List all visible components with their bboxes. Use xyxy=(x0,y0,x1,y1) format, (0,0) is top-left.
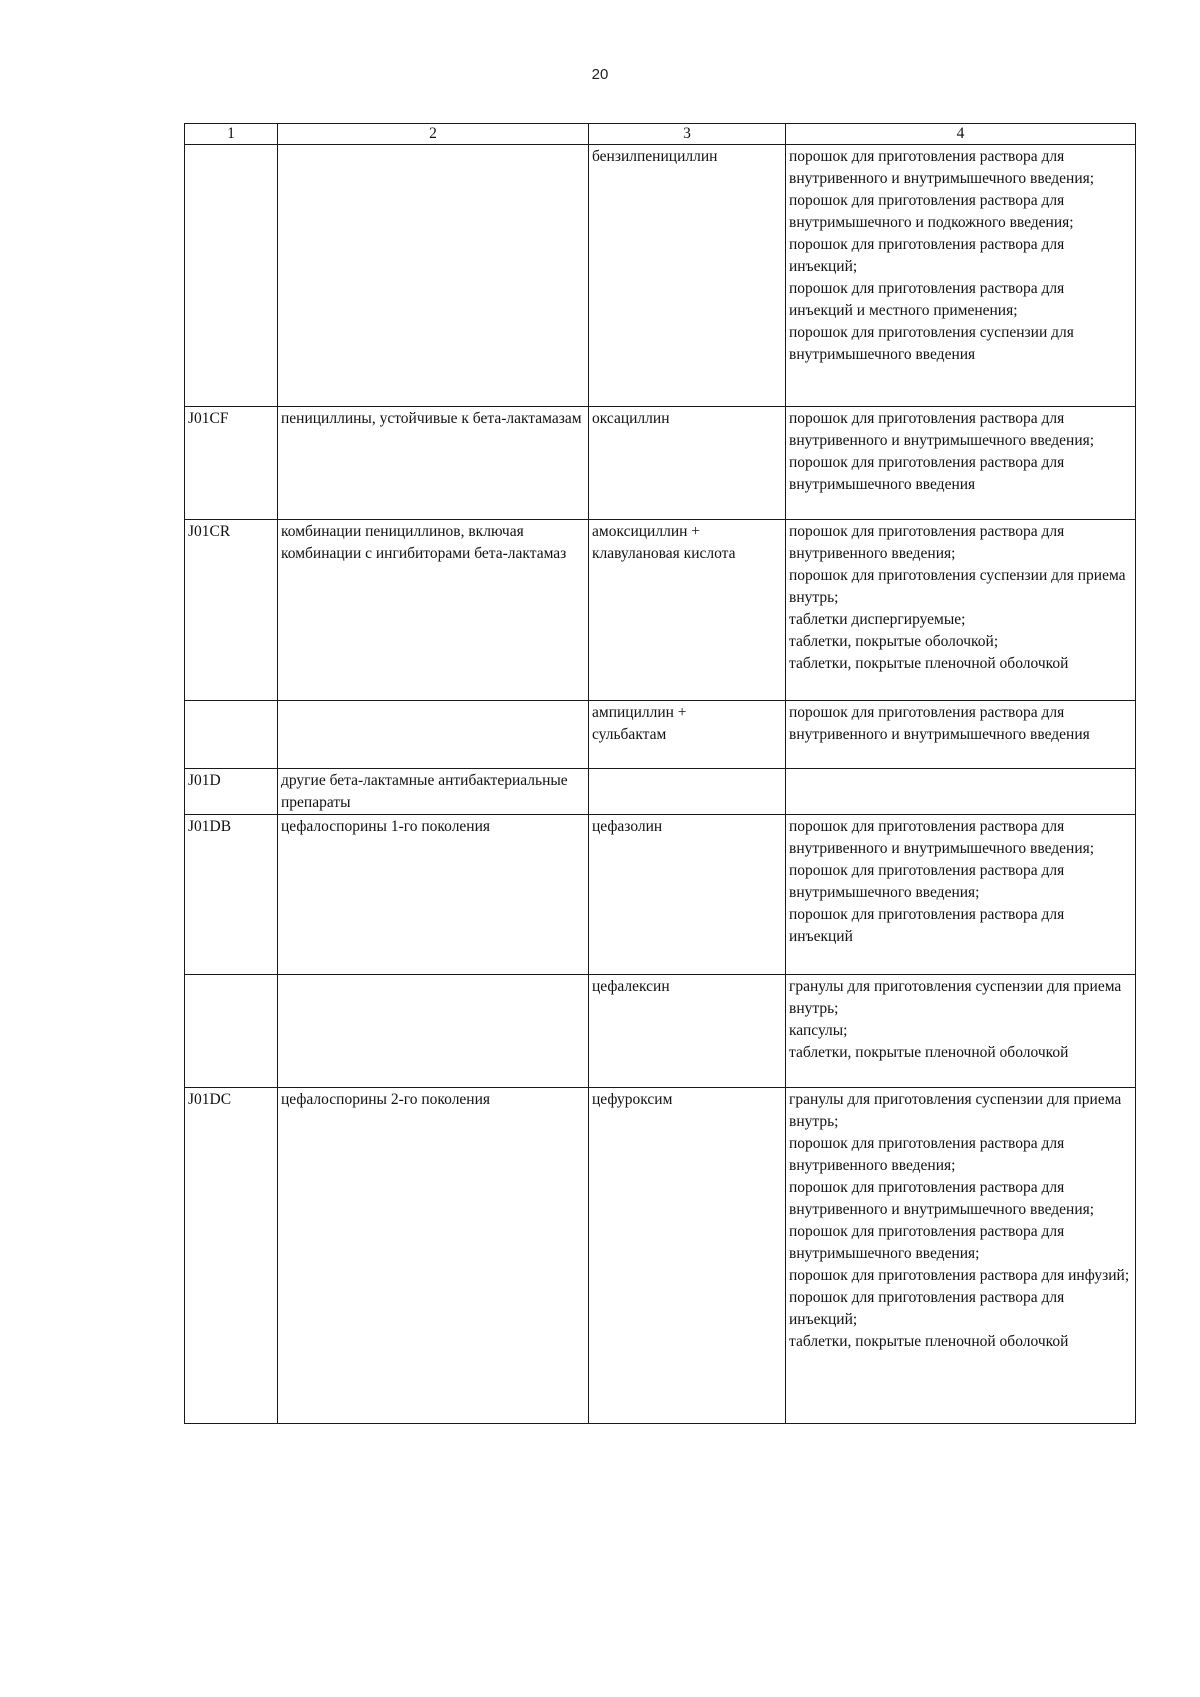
group-name-cell: пенициллины, устойчивые к бета-лактамазам xyxy=(278,407,589,520)
dosage-forms-cell: порошок для приготовления раствора для внутривенного и внутримышечного введения xyxy=(786,701,1136,769)
atc-code-cell xyxy=(185,975,278,1088)
table-row xyxy=(185,145,1136,407)
table-row xyxy=(185,407,1136,520)
dosage-forms-cell: гранулы для приготовления суспензии для приема внутрь; порошок для приготовления раствора для внутривенного введения; порошок для приготовления раствора для внутривенного и внутримышечного введения; порошок для приготовления раствора для внутримышечного введения; порошок для приготовления раствора для инфузий; порошок для приготовления раствора для инъекций; таблетки, покрытые пленочной оболочкой xyxy=(786,1088,1136,1424)
drug-name-cell: цефазолин xyxy=(589,815,786,975)
drug-name-cell xyxy=(589,769,786,815)
table-row xyxy=(185,1088,1136,1424)
dosage-forms-cell: гранулы для приготовления суспензии для приема внутрь; капсулы; таблетки, покрытые пленочной оболочкой xyxy=(786,975,1136,1088)
drug-name-cell: оксациллин xyxy=(589,407,786,520)
drug-name-cell: бензилпенициллин xyxy=(589,145,786,407)
table-row xyxy=(185,815,1136,975)
drug-name-cell: цефалексин xyxy=(589,975,786,1088)
drug-table xyxy=(184,123,1136,1424)
header-col-2: 2 xyxy=(278,124,589,145)
atc-code-cell: J01DB xyxy=(185,815,278,975)
dosage-forms-cell: порошок для приготовления раствора для внутривенного введения; порошок для приготовления суспензии для приема внутрь; таблетки диспергируемые; таблетки, покрытые оболочкой; таблетки, покрытые пленочной оболочкой xyxy=(786,520,1136,701)
group-name-cell: комбинации пенициллинов, включая комбинации с ингибиторами бета-лактамаз xyxy=(278,520,589,701)
dosage-forms-cell xyxy=(786,769,1136,815)
table-row xyxy=(185,701,1136,769)
atc-code-cell: J01CF xyxy=(185,407,278,520)
atc-code-cell: J01CR xyxy=(185,520,278,701)
group-name-cell xyxy=(278,701,589,769)
drug-name-cell: амоксициллин + клавулановая кислота xyxy=(589,520,786,701)
header-col-3: 3 xyxy=(589,124,786,145)
group-name-cell: другие бета-лактамные антибактериальные препараты xyxy=(278,769,589,815)
atc-code-cell xyxy=(185,145,278,407)
dosage-forms-cell: порошок для приготовления раствора для внутривенного и внутримышечного введения; порошок для приготовления раствора для внутримышечного введения xyxy=(786,407,1136,520)
atc-code-cell: J01D xyxy=(185,769,278,815)
header-col-4: 4 xyxy=(786,124,1136,145)
group-name-cell: цефалоспорины 2-го поколения xyxy=(278,1088,589,1424)
table-row xyxy=(185,520,1136,701)
header-col-1: 1 xyxy=(185,124,278,145)
dosage-forms-cell: порошок для приготовления раствора для внутривенного и внутримышечного введения; порошок для приготовления раствора для внутримышечного введения; порошок для приготовления раствора для инъекций xyxy=(786,815,1136,975)
table-row xyxy=(185,975,1136,1088)
group-name-cell xyxy=(278,975,589,1088)
group-name-cell: цефалоспорины 1-го поколения xyxy=(278,815,589,975)
table-row xyxy=(185,769,1136,815)
dosage-forms-cell: порошок для приготовления раствора для внутривенного и внутримышечного введения; порошок для приготовления раствора для внутримышечного и подкожного введения; порошок для приготовления раствора для инъекций; порошок для приготовления раствора для инъекций и местного применения; порошок для приготовления суспензии для внутримышечного введения xyxy=(786,145,1136,407)
group-name-cell xyxy=(278,145,589,407)
atc-code-cell: J01DC xyxy=(185,1088,278,1424)
drug-name-cell: цефуроксим xyxy=(589,1088,786,1424)
drug-name-cell: ампициллин + сульбактам xyxy=(589,701,786,769)
table-header-row xyxy=(185,124,1136,145)
atc-code-cell xyxy=(185,701,278,769)
page-number: 20 xyxy=(591,66,609,83)
